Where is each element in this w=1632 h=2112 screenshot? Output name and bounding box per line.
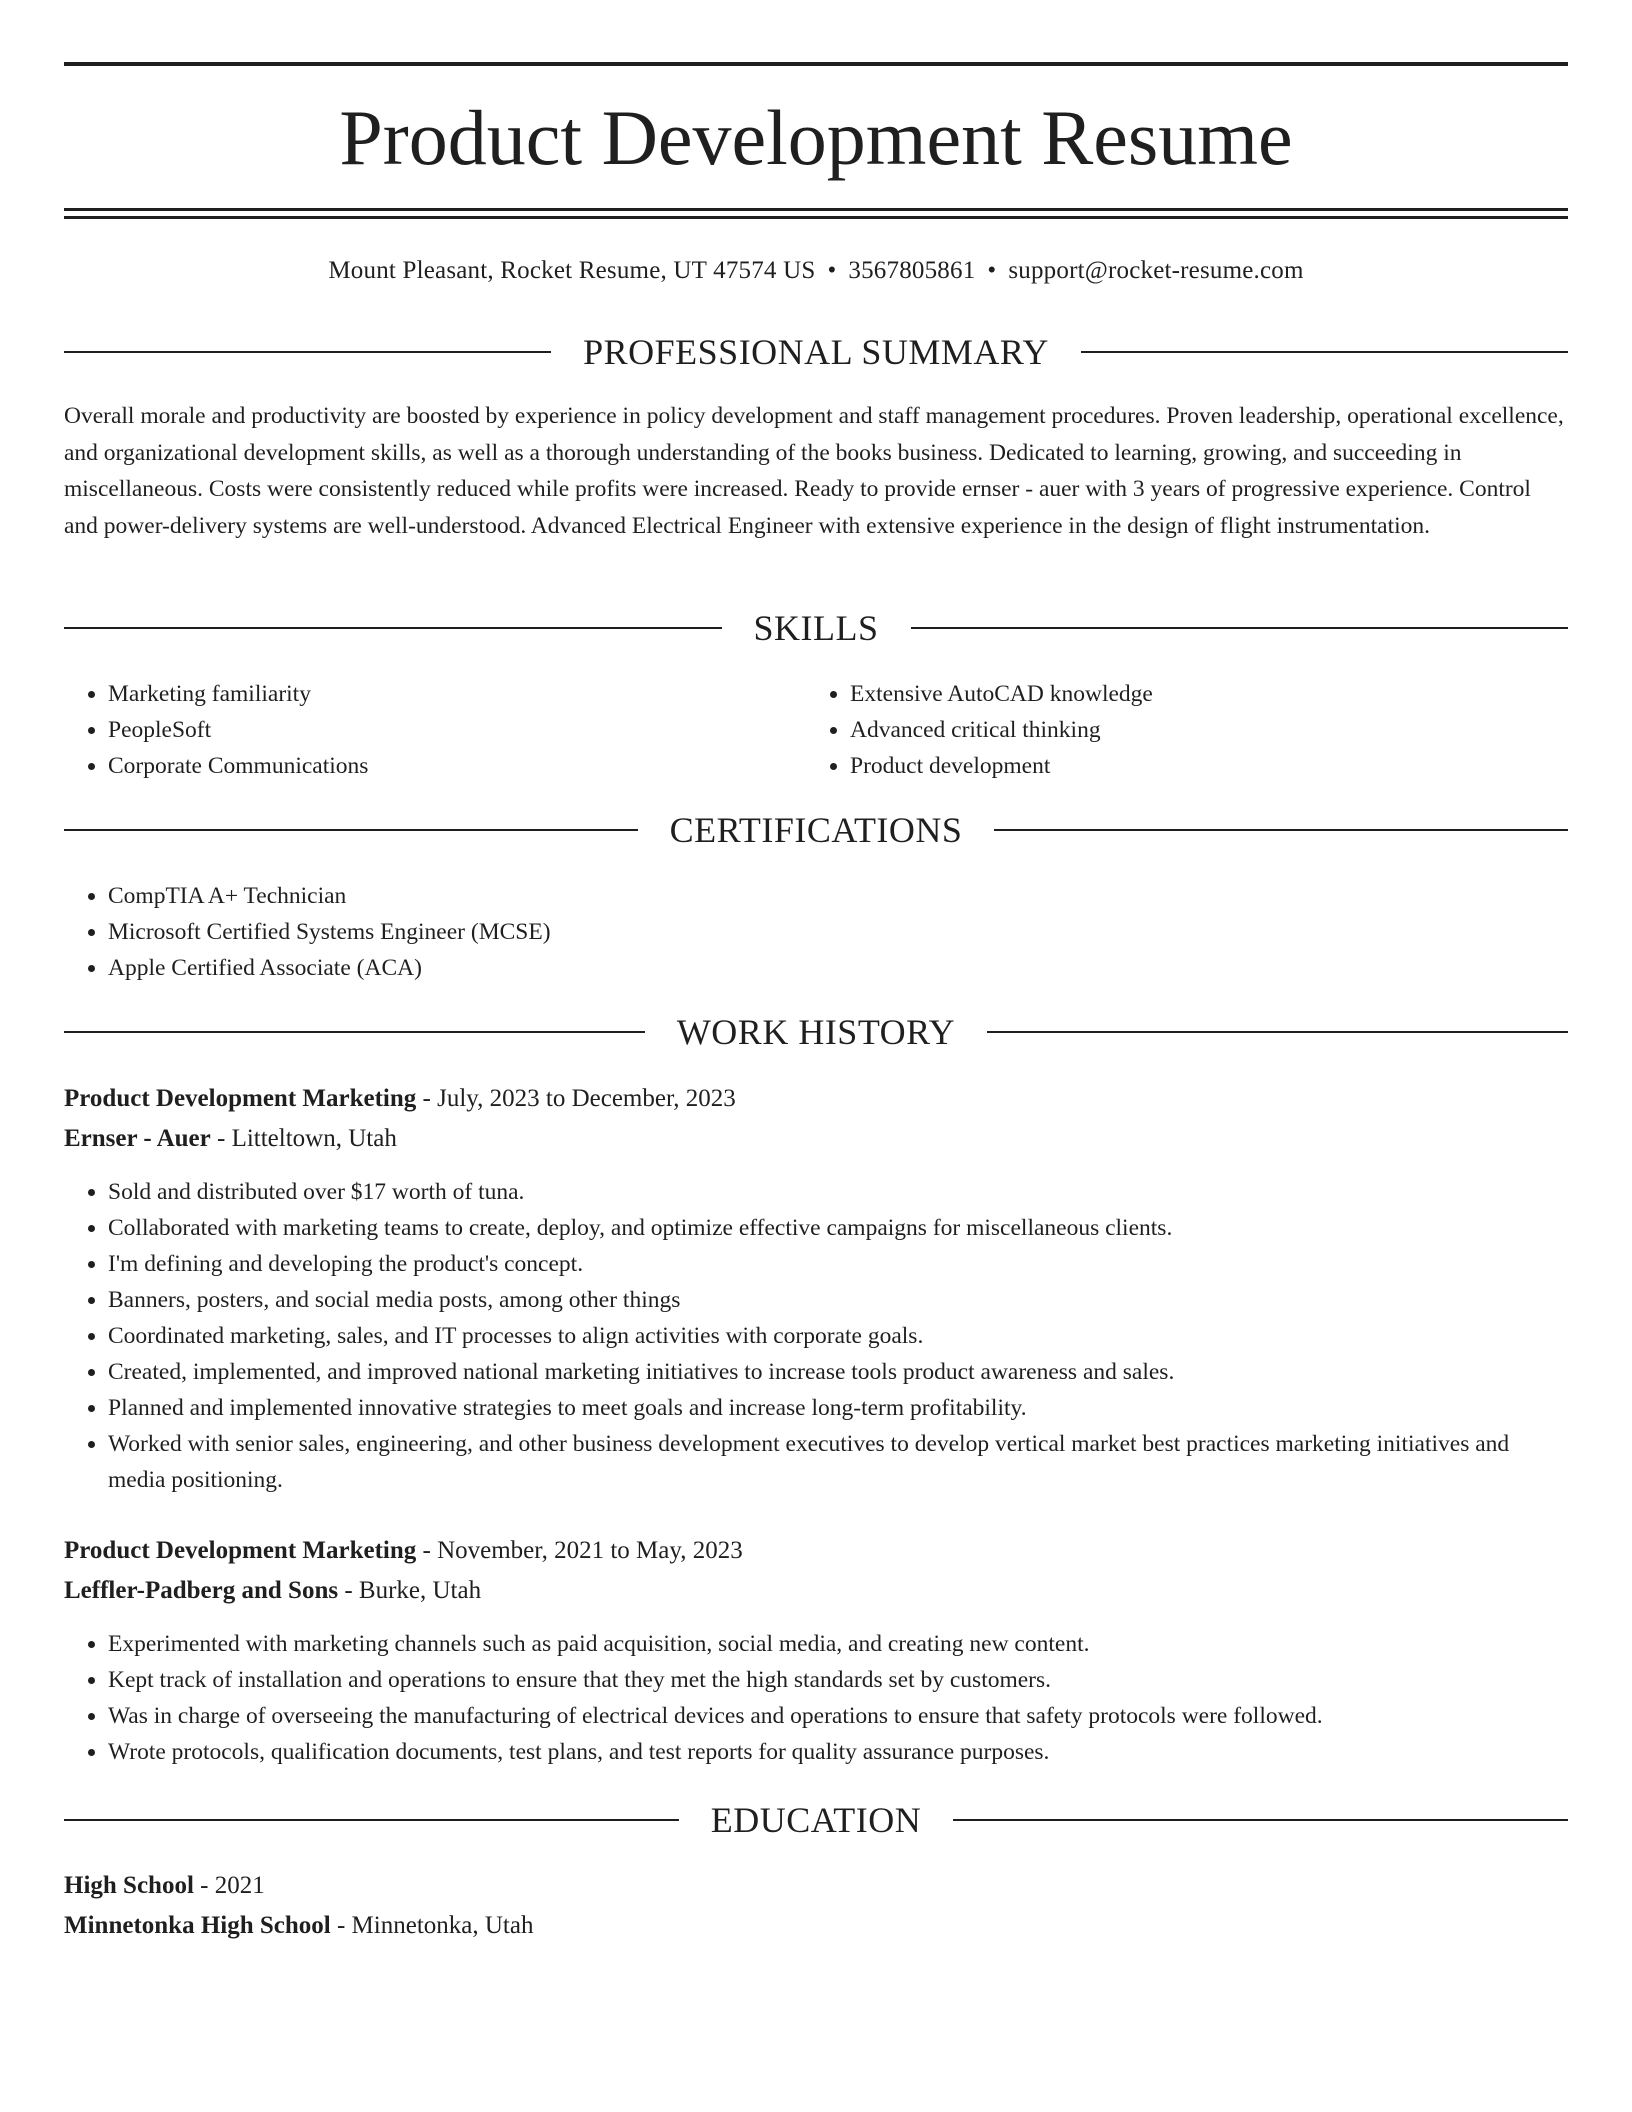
- job-bullet: • Banners, posters, and social media posts, among other things: [108, 1282, 1568, 1318]
- skills-column-right: [806, 676, 1506, 784]
- education-year: - 2021: [193, 1872, 265, 1899]
- job-bullet: • Created, implemented, and improved national marketing initiatives to increase tools product awareness and sales.: [108, 1354, 1568, 1390]
- job-title-line: [64, 1531, 1568, 1571]
- job-dates: - November, 2021 to May, 2023: [416, 1537, 743, 1564]
- job-location: - Litteltown, Utah: [210, 1125, 397, 1152]
- job-company-line: [64, 1119, 1568, 1159]
- skill-item: • Extensive AutoCAD knowledge: [850, 676, 1506, 712]
- job-entry: [64, 1531, 1568, 1611]
- skill-item: • PeopleSoft: [108, 712, 764, 748]
- skills-heading-label: SKILLS: [753, 608, 879, 648]
- job-company: Leffler-Padberg and Sons: [64, 1577, 339, 1604]
- job-bullet: • Coordinated marketing, sales, and IT processes to align activities with corporate goals.: [108, 1318, 1568, 1354]
- education-heading-label: EDUCATION: [710, 1800, 922, 1840]
- skills-heading: [64, 606, 1568, 650]
- job-title: Product Development Marketing: [64, 1085, 417, 1112]
- heading-rule-right: [987, 1031, 1568, 1033]
- education-entry: [64, 1866, 1568, 1946]
- job-title: Product Development Marketing: [64, 1537, 417, 1564]
- heading-rule-left: [64, 1031, 645, 1033]
- top-rule: [64, 62, 1568, 66]
- heading-rule-right: [953, 1819, 1568, 1821]
- summary-heading: [64, 330, 1568, 374]
- heading-rule-left: [64, 627, 722, 629]
- job-bullet: • Kept track of installation and operations to ensure that they met the high standards set by customers.: [108, 1662, 1568, 1698]
- contact-separator: •: [827, 257, 837, 284]
- education-heading: [64, 1798, 1568, 1842]
- certification-item: • Microsoft Certified Systems Engineer (MCSE): [108, 914, 1464, 950]
- skill-item: • Product development: [850, 748, 1506, 784]
- job-bullet: • Experimented with marketing channels such as paid acquisition, social media, and creating new content.: [108, 1626, 1568, 1662]
- heading-rule-left: [64, 1819, 679, 1821]
- heading-rule-left: [64, 829, 638, 831]
- contact-separator: •: [987, 257, 997, 284]
- job-bullet: • Wrote protocols, qualification documents, test plans, and test reports for quality assurance purposes.: [108, 1734, 1568, 1770]
- job-company: Ernser - Auer: [64, 1125, 211, 1152]
- skill-item: • Marketing familiarity: [108, 676, 764, 712]
- contact-email: support@rocket-resume.com: [1008, 257, 1304, 284]
- contact-address: Mount Pleasant, Rocket Resume, UT 47574 US: [328, 257, 816, 284]
- certifications-heading: [64, 808, 1568, 852]
- education-school: Minnetonka High School: [64, 1912, 331, 1939]
- skill-item: • Corporate Communications: [108, 748, 764, 784]
- certifications-heading-label: CERTIFICATIONS: [669, 810, 963, 850]
- education-school-line: [64, 1906, 1568, 1946]
- job-bullet: • Was in charge of overseeing the manufacturing of electrical devices and operations to ensure that safety protocols were followed.: [108, 1698, 1568, 1734]
- certification-item: • CompTIA A+ Technician: [108, 878, 1464, 914]
- job-entry: [64, 1079, 1568, 1159]
- contact-line: [64, 254, 1568, 288]
- summary-heading-label: PROFESSIONAL SUMMARY: [583, 332, 1049, 372]
- job-bullet: • Sold and distributed over $17 worth of tuna.: [108, 1174, 1568, 1210]
- skills-column-left: [64, 676, 764, 784]
- job-bullets: [64, 1626, 1568, 1770]
- skill-item: • Advanced critical thinking: [850, 712, 1506, 748]
- education-degree: High School: [64, 1872, 194, 1899]
- heading-rule-right: [1081, 351, 1568, 353]
- job-bullet: • Worked with senior sales, engineering, and other business development executives to develop vertical market best practices marketing initiatives and media positioning.: [108, 1426, 1568, 1498]
- job-location: - Burke, Utah: [338, 1577, 482, 1604]
- job-title-line: [64, 1079, 1568, 1119]
- work-history-heading: [64, 1010, 1568, 1054]
- contact-phone: 3567805861: [848, 257, 976, 284]
- certification-item: • Apple Certified Associate (ACA): [108, 950, 1464, 986]
- job-company-line: [64, 1571, 1568, 1611]
- education-degree-line: [64, 1866, 1568, 1906]
- work-history-heading-label: WORK HISTORY: [676, 1012, 956, 1052]
- education-location: - Minnetonka, Utah: [330, 1912, 534, 1939]
- title-double-rule: [64, 208, 1568, 219]
- job-bullets: [64, 1174, 1568, 1498]
- heading-rule-right: [994, 829, 1568, 831]
- summary-text: Overall morale and productivity are boosted by experience in policy development and staff management procedures. Proven leadership, operational excellence, and organizational development skills, as well as a thorough understanding of the books business. Dedicated to learning, growing, and succeeding in miscellaneous. Costs were consistently reduced while profits were increased. Ready to provide ernser - auer with 3 years of progressive experience. Control and power-delivery systems are well-understood. Advanced Electrical Engineer with extensive experience in the design of flight instrumentation.: [64, 403, 1564, 539]
- heading-rule-left: [64, 351, 551, 353]
- certifications-list: [64, 878, 1464, 986]
- job-bullet: • I'm defining and developing the product's concept.: [108, 1246, 1568, 1282]
- heading-rule-right: [911, 627, 1569, 629]
- job-bullet: • Collaborated with marketing teams to create, deploy, and optimize effective campaigns for miscellaneous clients.: [108, 1210, 1568, 1246]
- page-title: Product Development Resume: [339, 94, 1293, 181]
- job-dates: - July, 2023 to December, 2023: [416, 1085, 736, 1112]
- job-bullet: • Planned and implemented innovative strategies to meet goals and increase long-term profitability.: [108, 1390, 1568, 1426]
